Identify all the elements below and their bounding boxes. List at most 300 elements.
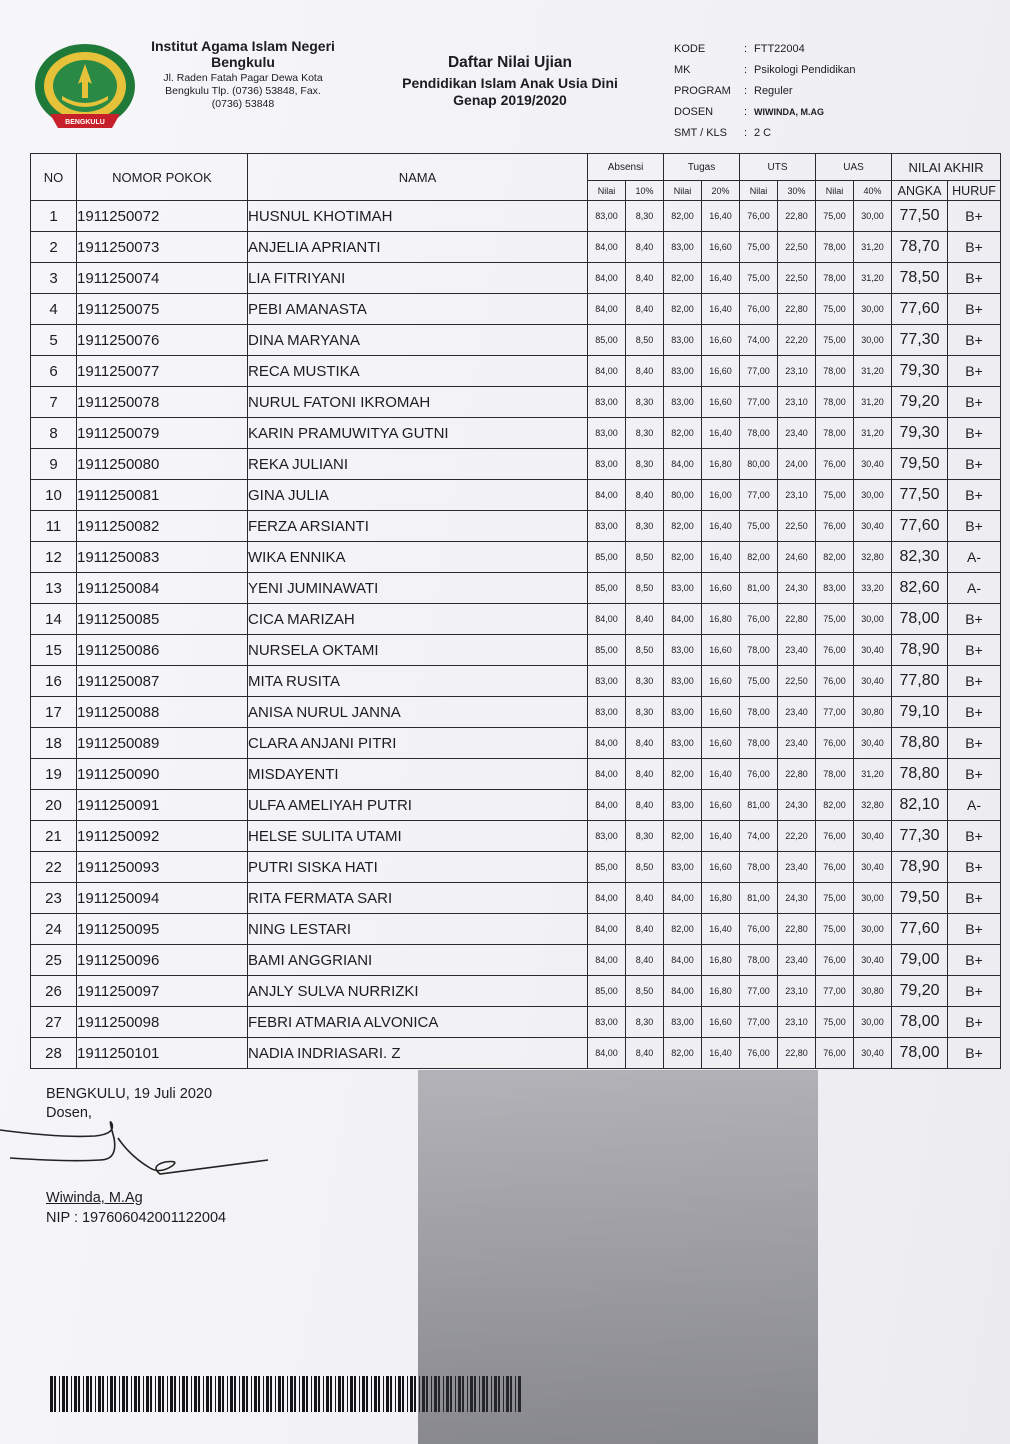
cell-uts: 75,00 <box>740 511 778 542</box>
cell-tgs-p: 16,60 <box>702 790 740 821</box>
cell-uts: 81,00 <box>740 883 778 914</box>
cell-uas-p: 30,40 <box>854 1038 892 1069</box>
cell-no: 18 <box>31 728 77 759</box>
cell-tgs-p: 16,60 <box>702 387 740 418</box>
barcode <box>50 1376 526 1412</box>
cell-uas: 76,00 <box>816 1038 854 1069</box>
cell-no: 26 <box>31 976 77 1007</box>
table-row <box>31 945 1001 976</box>
signer-name: Wiwinda, M.Ag <box>46 1190 143 1206</box>
cell-uts-p: 23,10 <box>778 976 816 1007</box>
cell-nama: REKA JULIANI <box>248 449 588 480</box>
cell-uas-p: 30,40 <box>854 666 892 697</box>
header-uts: UTS <box>740 154 816 181</box>
cell-abs-p: 8,30 <box>626 418 664 449</box>
cell-huruf: A- <box>948 790 1001 821</box>
cell-tgs: 82,00 <box>664 294 702 325</box>
info-program: PROGRAM : Reguler <box>674 84 793 97</box>
table-row <box>31 821 1001 852</box>
cell-abs: 85,00 <box>588 542 626 573</box>
cell-no: 15 <box>31 635 77 666</box>
cell-uas: 76,00 <box>816 852 854 883</box>
cell-uts-p: 24,30 <box>778 883 816 914</box>
cell-tgs: 82,00 <box>664 914 702 945</box>
cell-tgs-p: 16,80 <box>702 976 740 1007</box>
cell-abs-p: 8,40 <box>626 356 664 387</box>
cell-tgs: 84,00 <box>664 883 702 914</box>
cell-uas: 75,00 <box>816 1007 854 1038</box>
table-row <box>31 387 1001 418</box>
cell-abs-p: 8,40 <box>626 263 664 294</box>
cell-huruf: B+ <box>948 480 1001 511</box>
subheader-10: 10% <box>626 181 664 201</box>
cell-uas: 75,00 <box>816 914 854 945</box>
cell-uts-p: 24,30 <box>778 573 816 604</box>
cell-huruf: B+ <box>948 325 1001 356</box>
cell-tgs: 82,00 <box>664 1038 702 1069</box>
cell-huruf: B+ <box>948 883 1001 914</box>
cell-abs-p: 8,40 <box>626 480 664 511</box>
cell-tgs: 83,00 <box>664 232 702 263</box>
cell-tgs-p: 16,60 <box>702 232 740 263</box>
cell-abs-p: 8,40 <box>626 945 664 976</box>
cell-tgs-p: 16,40 <box>702 1038 740 1069</box>
cell-tgs-p: 16,40 <box>702 263 740 294</box>
cell-abs-p: 8,50 <box>626 542 664 573</box>
cell-tgs-p: 16,40 <box>702 294 740 325</box>
cell-tgs: 82,00 <box>664 821 702 852</box>
cell-no: 5 <box>31 325 77 356</box>
cell-angka: 78,90 <box>892 852 948 883</box>
cell-abs: 85,00 <box>588 325 626 356</box>
cell-abs: 84,00 <box>588 883 626 914</box>
cell-huruf: B+ <box>948 1007 1001 1038</box>
cell-nama: CICA MARIZAH <box>248 604 588 635</box>
cell-nama: ANJLY SULVA NURRIZKI <box>248 976 588 1007</box>
cell-uts: 82,00 <box>740 542 778 573</box>
table-row <box>31 511 1001 542</box>
cell-uts: 76,00 <box>740 294 778 325</box>
cell-uas-p: 30,00 <box>854 883 892 914</box>
cell-tgs-p: 16,80 <box>702 604 740 635</box>
cell-abs-p: 8,50 <box>626 635 664 666</box>
table-row <box>31 418 1001 449</box>
cell-uas-p: 30,80 <box>854 976 892 1007</box>
cell-abs: 84,00 <box>588 790 626 821</box>
cell-tgs: 83,00 <box>664 635 702 666</box>
cell-uts-p: 22,80 <box>778 604 816 635</box>
cell-uas: 75,00 <box>816 325 854 356</box>
cell-abs-p: 8,40 <box>626 728 664 759</box>
semester-line: Genap 2019/2020 <box>453 92 567 108</box>
cell-uas-p: 30,40 <box>854 728 892 759</box>
cell-abs-p: 8,40 <box>626 604 664 635</box>
cell-uas-p: 30,40 <box>854 635 892 666</box>
cell-angka: 79,50 <box>892 449 948 480</box>
cell-uas: 75,00 <box>816 604 854 635</box>
cell-uas: 77,00 <box>816 697 854 728</box>
cell-nama: ANISA NURUL JANNA <box>248 697 588 728</box>
cell-nama: RECA MUSTIKA <box>248 356 588 387</box>
cell-abs-p: 8,40 <box>626 294 664 325</box>
cell-uas: 75,00 <box>816 294 854 325</box>
cell-uas-p: 31,20 <box>854 418 892 449</box>
table-row <box>31 666 1001 697</box>
cell-uts: 75,00 <box>740 232 778 263</box>
subheader-angka: ANGKA <box>892 181 948 201</box>
cell-uts: 77,00 <box>740 356 778 387</box>
cell-angka: 77,30 <box>892 821 948 852</box>
cell-abs-p: 8,50 <box>626 573 664 604</box>
subheader-nilai: Nilai <box>588 181 626 201</box>
cell-uas-p: 31,20 <box>854 263 892 294</box>
table-row <box>31 232 1001 263</box>
table-row <box>31 759 1001 790</box>
cell-no: 27 <box>31 1007 77 1038</box>
cell-abs-p: 8,40 <box>626 914 664 945</box>
cell-nama: KARIN PRAMUWITYA GUTNI <box>248 418 588 449</box>
cell-nim: 1911250090 <box>77 759 248 790</box>
cell-tgs-p: 16,40 <box>702 201 740 232</box>
cell-abs: 83,00 <box>588 1007 626 1038</box>
cell-uas: 82,00 <box>816 542 854 573</box>
cell-angka: 78,90 <box>892 635 948 666</box>
cell-nim: 1911250079 <box>77 418 248 449</box>
cell-tgs: 83,00 <box>664 387 702 418</box>
header-tugas: Tugas <box>664 154 740 181</box>
cell-nim: 1911250083 <box>77 542 248 573</box>
cell-tgs: 84,00 <box>664 945 702 976</box>
grades-table <box>30 153 1001 1069</box>
cell-uas-p: 30,00 <box>854 325 892 356</box>
cell-nim: 1911250078 <box>77 387 248 418</box>
cell-angka: 77,50 <box>892 480 948 511</box>
cell-nim: 1911250087 <box>77 666 248 697</box>
cell-uts-p: 23,10 <box>778 480 816 511</box>
cell-tgs: 82,00 <box>664 263 702 294</box>
subheader-30: 30% <box>778 181 816 201</box>
cell-tgs-p: 16,60 <box>702 666 740 697</box>
cell-nim: 1911250081 <box>77 480 248 511</box>
cell-huruf: B+ <box>948 511 1001 542</box>
cell-tgs-p: 16,40 <box>702 914 740 945</box>
cell-uts-p: 22,80 <box>778 759 816 790</box>
cell-no: 2 <box>31 232 77 263</box>
cell-no: 6 <box>31 356 77 387</box>
signer-role: Dosen, <box>46 1105 92 1121</box>
course-info <box>674 38 914 143</box>
cell-huruf: A- <box>948 573 1001 604</box>
cell-abs: 83,00 <box>588 201 626 232</box>
cell-tgs-p: 16,60 <box>702 356 740 387</box>
cell-angka: 82,60 <box>892 573 948 604</box>
cell-angka: 79,30 <box>892 418 948 449</box>
subheader-huruf: HURUF <box>948 181 1001 201</box>
cell-tgs: 83,00 <box>664 325 702 356</box>
subheader-nilai: Nilai <box>740 181 778 201</box>
cell-angka: 78,00 <box>892 1007 948 1038</box>
cell-no: 3 <box>31 263 77 294</box>
cell-tgs: 83,00 <box>664 697 702 728</box>
cell-huruf: B+ <box>948 294 1001 325</box>
table-row <box>31 542 1001 573</box>
cell-no: 23 <box>31 883 77 914</box>
cell-abs: 84,00 <box>588 728 626 759</box>
cell-abs-p: 8,40 <box>626 759 664 790</box>
cell-uts: 80,00 <box>740 449 778 480</box>
cell-nama: RITA FERMATA SARI <box>248 883 588 914</box>
cell-huruf: B+ <box>948 263 1001 294</box>
cell-uts-p: 23,40 <box>778 945 816 976</box>
cell-tgs: 83,00 <box>664 1007 702 1038</box>
cell-huruf: B+ <box>948 356 1001 387</box>
place-date: BENGKULU, 19 Juli 2020 <box>46 1086 213 1102</box>
cell-abs: 83,00 <box>588 387 626 418</box>
cell-tgs: 83,00 <box>664 356 702 387</box>
table-row <box>31 263 1001 294</box>
cell-no: 13 <box>31 573 77 604</box>
cell-uts-p: 23,40 <box>778 418 816 449</box>
cell-nim: 1911250094 <box>77 883 248 914</box>
cell-angka: 78,00 <box>892 604 948 635</box>
cell-uas: 76,00 <box>816 821 854 852</box>
cell-uas-p: 32,80 <box>854 542 892 573</box>
cell-uts-p: 22,20 <box>778 821 816 852</box>
info-smt-kls: SMT / KLS : 2 C <box>674 126 772 139</box>
cell-huruf: B+ <box>948 449 1001 480</box>
cell-tgs: 82,00 <box>664 418 702 449</box>
cell-abs: 84,00 <box>588 759 626 790</box>
cell-no: 22 <box>31 852 77 883</box>
table-row <box>31 356 1001 387</box>
cell-uas: 78,00 <box>816 356 854 387</box>
cell-nama: WIKA ENNIKA <box>248 542 588 573</box>
cell-no: 4 <box>31 294 77 325</box>
cell-uas-p: 30,80 <box>854 697 892 728</box>
cell-no: 19 <box>31 759 77 790</box>
cell-abs-p: 8,50 <box>626 325 664 356</box>
cell-tgs: 83,00 <box>664 790 702 821</box>
cell-tgs: 83,00 <box>664 573 702 604</box>
cell-nama: NADIA INDRIASARI. Z <box>248 1038 588 1069</box>
cell-tgs: 83,00 <box>664 728 702 759</box>
cell-nim: 1911250086 <box>77 635 248 666</box>
cell-uas-p: 31,20 <box>854 232 892 263</box>
cell-uts-p: 22,80 <box>778 294 816 325</box>
cell-angka: 79,50 <box>892 883 948 914</box>
cell-abs: 83,00 <box>588 449 626 480</box>
cell-tgs: 82,00 <box>664 201 702 232</box>
cell-nama: ANJELIA APRIANTI <box>248 232 588 263</box>
table-row <box>31 1007 1001 1038</box>
cell-uas-p: 31,20 <box>854 356 892 387</box>
cell-angka: 78,80 <box>892 728 948 759</box>
cell-angka: 79,00 <box>892 945 948 976</box>
cell-uts: 74,00 <box>740 325 778 356</box>
cell-uas: 75,00 <box>816 201 854 232</box>
cell-nim: 1911250092 <box>77 821 248 852</box>
cell-uas-p: 30,40 <box>854 511 892 542</box>
cell-nim: 1911250085 <box>77 604 248 635</box>
cell-abs-p: 8,30 <box>626 511 664 542</box>
cell-nama: GINA JULIA <box>248 480 588 511</box>
table-row <box>31 697 1001 728</box>
cell-tgs-p: 16,00 <box>702 480 740 511</box>
cell-nama: YENI JUMINAWATI <box>248 573 588 604</box>
cell-huruf: B+ <box>948 387 1001 418</box>
cell-uts: 77,00 <box>740 976 778 1007</box>
cell-uas: 78,00 <box>816 418 854 449</box>
program-line: Pendidikan Islam Anak Usia Dini <box>402 75 618 91</box>
cell-nim: 1911250080 <box>77 449 248 480</box>
cell-uts: 77,00 <box>740 1007 778 1038</box>
cell-nim: 1911250082 <box>77 511 248 542</box>
cell-huruf: B+ <box>948 759 1001 790</box>
cell-uas: 76,00 <box>816 945 854 976</box>
cell-no: 1 <box>31 201 77 232</box>
cell-uts: 78,00 <box>740 635 778 666</box>
cell-uts-p: 22,50 <box>778 511 816 542</box>
document-title <box>370 54 650 108</box>
cell-huruf: B+ <box>948 666 1001 697</box>
cell-uas: 76,00 <box>816 728 854 759</box>
cell-nama: MISDAYENTI <box>248 759 588 790</box>
cell-nama: DINA MARYANA <box>248 325 588 356</box>
cell-angka: 78,70 <box>892 232 948 263</box>
table-row <box>31 449 1001 480</box>
cell-uts: 78,00 <box>740 852 778 883</box>
cell-abs: 83,00 <box>588 821 626 852</box>
cell-tgs-p: 16,40 <box>702 759 740 790</box>
cell-uts: 76,00 <box>740 759 778 790</box>
cell-nama: PUTRI SISKA HATI <box>248 852 588 883</box>
cell-tgs: 84,00 <box>664 449 702 480</box>
cell-no: 21 <box>31 821 77 852</box>
cell-no: 20 <box>31 790 77 821</box>
cell-nama: CLARA ANJANI PITRI <box>248 728 588 759</box>
cell-no: 25 <box>31 945 77 976</box>
cell-tgs-p: 16,60 <box>702 573 740 604</box>
table-row <box>31 1038 1001 1069</box>
cell-abs: 84,00 <box>588 945 626 976</box>
cell-angka: 77,60 <box>892 914 948 945</box>
cell-nim: 1911250073 <box>77 232 248 263</box>
cell-uts-p: 22,50 <box>778 666 816 697</box>
cell-angka: 77,80 <box>892 666 948 697</box>
cell-huruf: B+ <box>948 945 1001 976</box>
cell-abs: 84,00 <box>588 263 626 294</box>
cell-angka: 79,10 <box>892 697 948 728</box>
cell-angka: 78,00 <box>892 1038 948 1069</box>
cell-angka: 77,30 <box>892 325 948 356</box>
cell-uas: 75,00 <box>816 883 854 914</box>
cell-angka: 77,60 <box>892 294 948 325</box>
info-dosen: DOSEN : WIWINDA, M.AG <box>674 105 824 118</box>
cell-tgs: 84,00 <box>664 604 702 635</box>
header-uas: UAS <box>816 154 892 181</box>
cell-angka: 77,60 <box>892 511 948 542</box>
title-line: Daftar Nilai Ujian <box>447 54 573 71</box>
cell-uas-p: 30,40 <box>854 821 892 852</box>
handwritten-signature <box>0 1108 280 1190</box>
cell-nama: MITA RUSITA <box>248 666 588 697</box>
subheader-20: 20% <box>702 181 740 201</box>
cell-uas: 76,00 <box>816 511 854 542</box>
cell-abs: 84,00 <box>588 356 626 387</box>
cell-no: 11 <box>31 511 77 542</box>
cell-abs: 84,00 <box>588 480 626 511</box>
signer-nip: NIP : 197606042001122004 <box>46 1210 227 1226</box>
cell-huruf: B+ <box>948 418 1001 449</box>
cell-nama: FERZA ARSIANTI <box>248 511 588 542</box>
cell-uas: 76,00 <box>816 635 854 666</box>
cell-tgs-p: 16,60 <box>702 728 740 759</box>
cell-tgs-p: 16,40 <box>702 418 740 449</box>
cell-angka: 79,20 <box>892 976 948 1007</box>
cell-tgs-p: 16,80 <box>702 449 740 480</box>
header-no: NO <box>31 154 77 201</box>
cell-uts: 78,00 <box>740 418 778 449</box>
cell-abs-p: 8,40 <box>626 1038 664 1069</box>
cell-uas-p: 30,00 <box>854 294 892 325</box>
cell-nim: 1911250097 <box>77 976 248 1007</box>
cell-tgs-p: 16,60 <box>702 325 740 356</box>
cell-huruf: B+ <box>948 635 1001 666</box>
info-mk: MK : Psikologi Pendidikan <box>674 63 856 76</box>
cell-uts-p: 23,10 <box>778 356 816 387</box>
cell-uts-p: 24,60 <box>778 542 816 573</box>
cell-abs-p: 8,30 <box>626 449 664 480</box>
cell-uts: 75,00 <box>740 666 778 697</box>
cell-uts-p: 24,00 <box>778 449 816 480</box>
cell-no: 16 <box>31 666 77 697</box>
table-row <box>31 325 1001 356</box>
cell-nim: 1911250095 <box>77 914 248 945</box>
cell-uts-p: 24,30 <box>778 790 816 821</box>
cell-no: 7 <box>31 387 77 418</box>
cell-uts: 76,00 <box>740 604 778 635</box>
cell-abs-p: 8,30 <box>626 1007 664 1038</box>
cell-uas: 82,00 <box>816 790 854 821</box>
cell-tgs-p: 16,40 <box>702 542 740 573</box>
cell-angka: 82,30 <box>892 542 948 573</box>
cell-uts: 78,00 <box>740 945 778 976</box>
cell-uts: 81,00 <box>740 573 778 604</box>
cell-uts: 77,00 <box>740 387 778 418</box>
table-row <box>31 201 1001 232</box>
cell-huruf: B+ <box>948 914 1001 945</box>
cell-huruf: B+ <box>948 201 1001 232</box>
cell-huruf: B+ <box>948 821 1001 852</box>
cell-tgs-p: 16,60 <box>702 697 740 728</box>
cell-uas-p: 33,20 <box>854 573 892 604</box>
header-absensi: Absensi <box>588 154 664 181</box>
cell-uas: 83,00 <box>816 573 854 604</box>
cell-uas-p: 30,00 <box>854 914 892 945</box>
cell-no: 8 <box>31 418 77 449</box>
cell-abs: 83,00 <box>588 511 626 542</box>
cell-uts: 81,00 <box>740 790 778 821</box>
cell-huruf: A- <box>948 542 1001 573</box>
cell-abs: 85,00 <box>588 573 626 604</box>
cell-abs: 84,00 <box>588 1038 626 1069</box>
cell-uas-p: 30,40 <box>854 449 892 480</box>
cell-angka: 79,30 <box>892 356 948 387</box>
cell-nama: FEBRI ATMARIA ALVONICA <box>248 1007 588 1038</box>
cell-no: 10 <box>31 480 77 511</box>
cell-tgs: 82,00 <box>664 542 702 573</box>
cell-huruf: B+ <box>948 697 1001 728</box>
